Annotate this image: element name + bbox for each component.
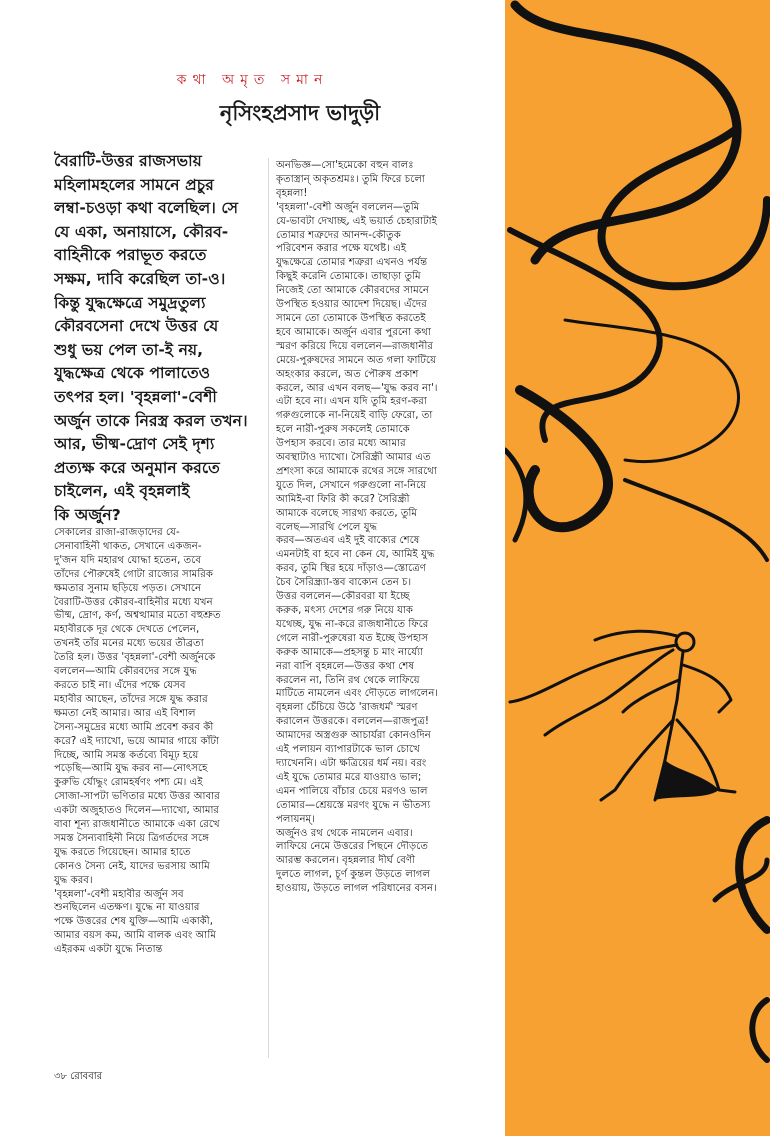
lead-line: মহিলামহলের সামনে প্রচুর	[54, 175, 214, 194]
body-line: সামনে তো তোমাকে উপস্থিত করতেই	[276, 312, 426, 324]
body-line: করলে, আর এখন বলছ—'যুদ্ধ করব না'।	[276, 382, 438, 394]
body-line: বৈরাটি-উত্তর কৌরব-বাহিনীর মধ্যে যখন	[54, 596, 213, 608]
body-line: মহাবীর আছেন, তাঁদের সঙ্গে যুদ্ধ করার	[54, 693, 208, 705]
body-line: হাওয়ায়, উড়তে লাগল পরিধানের বসন।	[276, 883, 437, 895]
body-line: নরা বাপি বৃহন্নলে—উত্তর কথা শেষ	[276, 660, 415, 672]
author-name: নৃসিংহপ্রসাদ ভাদুড়ী	[219, 101, 381, 125]
body-line: এই যুদ্ধে তোমার মরে যাওয়াও ভাল;	[276, 771, 422, 783]
body-line: যুতে দিল, সেখানে গরুগুলো না-নিয়ে	[276, 479, 427, 491]
body-line: করুক আমাকে—প্রহসন্তু চ মাং নার্য্যো	[276, 646, 424, 658]
body-line: যুদ্ধক্ষেত্রে তোমার শত্রুরা এখনও পর্যন্ত	[276, 257, 428, 269]
body-line: গেলে নারী-পুরুষেরা যত ইচ্ছে উপহাস	[276, 632, 429, 644]
body-line: সৈন্য-সমুদ্রের মধ্যে আমি প্রবেশ করব কী	[54, 721, 214, 733]
body-line: পক্ষে উত্তরের শেষ যুক্তি—আমি একাকী,	[54, 916, 213, 928]
body-line: করতে চাই না। এঁদের পক্ষে যেসব	[54, 679, 186, 691]
body-line: উত্তর বললেন—কৌরবরা যা ইচ্ছে	[276, 591, 410, 603]
body-line: দ্যাখেননি। এটা ক্ষত্রিয়ের ধর্ম নয়। বরং	[276, 757, 427, 769]
body-line: উপহাস করবে। তার মধ্যে আমার	[276, 438, 406, 450]
body-line: বৃহন্নলা!	[276, 187, 308, 199]
lead-line: যে একা, অনায়াসে, কৌরব-	[54, 222, 229, 241]
body-line: করে? এই দ্যাখো, ভয়ে আমার গায়ে কাঁটা	[54, 735, 220, 747]
body-line: হলে নারী-পুরুষ সকলেই তোমাকে	[276, 424, 410, 436]
illustration-figure	[505, 0, 770, 1136]
lead-line: সক্ষম, দাবি করেছিল তা-ও।	[54, 269, 226, 288]
body-line: বাবা শূন্য রাজধানীতে আমাকে একা রেখে	[54, 819, 220, 831]
lead-line: শুধু ভয় পেল তা-ই নয়,	[54, 340, 204, 359]
body-line: দিচ্ছে, আমি সমস্ত কর্তব্যে বিমূঢ় হয়ে	[54, 749, 199, 761]
lead-line: তৎপর হল। 'বৃহন্নলা'-বেশী	[54, 387, 217, 406]
body-line: যুদ্ধ করব।	[54, 874, 93, 886]
body-line: করব, তুমি স্থির হয়ে দাঁড়াও—স্তোত্রেণ	[276, 563, 426, 575]
body-line: আমিই-বা ফিরি কী করে? সৈরিন্ধ্রী	[276, 493, 410, 505]
body-line: মেয়ে-পুরুষদের সামনে অত গলা ফাটিয়ে	[276, 354, 437, 366]
body-line: কোনও সৈন্য নেই, যাদের ভরসায় আমি	[54, 860, 210, 872]
body-line: সমস্ত সৈন্যবাহিনী নিয়ে ত্রিগর্তদের সঙ্গে	[54, 832, 209, 844]
body-line: লাফিয়ে নেমে উত্তরের পিছনে দৌড়তে	[276, 841, 429, 853]
body-line: এমন পালিয়ে বাঁচার চেয়ে মরণও ভাল	[276, 785, 428, 797]
body-line: সোজা-সাপটা ভণিতার মধ্যে উত্তর আবার	[54, 791, 220, 803]
body-line: নিজেই তো আমাকে কৌরবদের সামনে	[276, 285, 429, 297]
body-line: করালেন উত্তরকে। বললেন—রাজপুত্র!	[276, 716, 429, 728]
body-line: স্মরণ করিয়ে দিয়ে বললেন—রাজধানীর	[276, 340, 433, 352]
body-line: 'বৃহন্নলা'-বেশী অর্জুন বললেন—তুমি	[276, 201, 420, 213]
lead-line: কিন্তু যুদ্ধক্ষেত্রে সমুদ্রতুল্য	[54, 293, 206, 312]
body-line: মাটিতে নামলেন এবং দৌড়তে লাগলেন।	[276, 688, 439, 700]
body-line: ক্ষমতা নেই আমার। আর এই বিশাল	[54, 707, 196, 719]
body-line: আরম্ভ করলেন। বৃহন্নলার দীর্ঘ বেণী	[276, 855, 416, 867]
body-line: সেনাবাহিনী থাকত, সেখানে একজন-	[54, 540, 202, 552]
body-line: উপস্থিত হওয়ার আদেশ দিয়েছ। এঁদের	[276, 299, 427, 311]
body-line: প্রশংসা করে আমাকে রথের সঙ্গে সারথো	[276, 465, 437, 477]
lead-line: চাইলেন, এই বৃহন্নলাই	[54, 482, 190, 501]
body-line: বৃহন্নলা চেঁচিয়ে উঠে 'রাজধর্ম' স্মরণ	[276, 702, 418, 714]
body-line: ভীষ্ম, দ্রোণ, কর্ণ, অশ্বত্থামার মতো বহুশ্রুত	[54, 610, 221, 622]
body-line: তোমার—শ্রেয়স্তে মরণং যুদ্ধে ন ভীতস্য	[276, 799, 431, 811]
lead-line: আর, ভীষ্ম-দ্রোণ সেই দৃশ্য	[54, 435, 215, 454]
body-line: অবস্থাটাও দ্যাখো। সৈরিন্ধ্রী আমার এত	[276, 452, 431, 464]
body-line: 'বৃহন্নলা'-বেশী মহাবীর অর্জুন সব	[54, 888, 184, 900]
section-kicker: কথা অমৃত সমান	[176, 72, 329, 88]
lead-line: প্রত্যক্ষ করে অনুমান করতে	[54, 458, 220, 477]
lead-line: বাহিনীকে পরাভূত করতে	[54, 246, 207, 265]
body-line: অহংকার করলে, অত পৌরুষ প্রকাশ	[276, 368, 419, 380]
body-line: করুক, মৎস্য দেশের গরু নিয়ে যাক	[276, 605, 414, 616]
body-line: যথেচ্ছ, যুদ্ধ না-করে রাজধানীতে ফিরে	[276, 618, 429, 630]
body-line: পড়েছি—আমি যুদ্ধ করব না—নোৎসহে	[54, 763, 208, 775]
body-line: হবে আমাকে। অর্জুন এবার পুরনো কথা	[276, 326, 431, 338]
body-line: চৈব সৈরিন্ধ্র্যা-স্তব বাক্যেন তেন চ।	[276, 577, 412, 589]
body-line: যে-ভাবটা দেখাচ্ছ, এই ভয়ার্ত চেহারাটাই	[276, 215, 437, 227]
lead-line: লম্বা-চওড়া কথা বলেছিল। সে	[54, 199, 239, 218]
body-line: আমাকে বলেছে সারথ্য করতে, তুমি	[276, 507, 418, 519]
body-line: করলেন না, তিনি রথ থেকে লাফিয়ে	[276, 674, 420, 686]
body-line: এইরকম একটা যুদ্ধে নিতান্ত	[54, 944, 163, 956]
lead-line: কি অর্জুন?	[54, 505, 121, 524]
body-line: দুলতে লাগল, চূর্ণ কুন্তল উড়তে লাগল	[276, 869, 431, 881]
body-line: শুনছিলেন এতক্ষণ। যুদ্ধে না যাওয়ার	[54, 902, 200, 914]
lead-line: যুদ্ধক্ষেত্র থেকে পালাতেও	[54, 364, 211, 383]
body-line: এমনটাই বা হবে না কেন যে, আমিই যুদ্ধ	[276, 549, 435, 561]
body-line: তাঁদের পৌরুষেই গোটা রাজ্যের সামরিক	[54, 568, 213, 580]
body-line: বললেন—আমি কৌরবদের সঙ্গে যুদ্ধ	[54, 666, 197, 678]
lead-line: বৈরাটি-উত্তর রাজসভায়	[54, 152, 202, 170]
right-column	[276, 159, 502, 896]
body-line: তৈরি হল। উত্তর 'বৃহন্নলা'-বেশী অর্জুনকে	[54, 652, 216, 664]
body-line: কুরুভি র্যোদ্ধুং রোমহর্ষণং পশ্য মে। এই	[54, 777, 203, 789]
body-line: বলেছ—সারথি পেলে যুদ্ধ	[276, 521, 378, 533]
body-line: করব—অতএব এই দুই বাক্যের শেষে	[276, 535, 420, 547]
lead-line: কৌরবসেনা দেখে উত্তর যে	[54, 317, 219, 336]
body-line: তখনই তাঁর মনের মধ্যে ভয়ের তীব্রতা	[54, 638, 204, 650]
column-divider	[268, 158, 269, 1058]
illustration-panel	[505, 0, 770, 1136]
body-line: পরিবেশন করার পক্ষে যথেষ্ট। এই	[276, 243, 407, 255]
body-line: এই পলায়ন ব্যাপারটাকে ভাল চোখে	[276, 744, 420, 756]
body-line: কিছুই করেনি তোমাকে। তাছাড়া তুমি	[276, 271, 421, 283]
body-line: মহাবীরকে দূর থেকে দেখতে পেলেন,	[54, 624, 200, 636]
body-line: অর্জুনও রথ থেকে নামলেন এবার।	[276, 827, 413, 839]
body-line: আমার বয়স কম, আমি বালক এবং আমি	[54, 930, 217, 942]
body-line: ক্ষমতার সুনাম ছড়িয়ে পড়ত। সেখানে	[54, 582, 202, 594]
body-line: এটা হবে না। এখন যদি তুমি হরণ-করা	[276, 396, 427, 408]
body-line: আমাদের অস্ত্রগুরু আচার্যরা কোনওদিন	[276, 730, 431, 742]
left-column	[54, 526, 262, 957]
body-line: সেকালের রাজা-রাজড়াদের যে-	[54, 527, 180, 538]
body-line: কৃতাস্ত্রান্ অকৃতশ্রমঃ। তুমি ফিরে চলো	[276, 173, 425, 185]
body-line: যুদ্ধ করতে গিয়েছেন। আমার হাতে	[54, 846, 191, 858]
lead-paragraph	[54, 150, 262, 528]
body-line: তোমার শত্রুদের আনন্দ-কৌতুক	[276, 229, 401, 241]
body-line: দু'জন যদি মহারথ যোদ্ধা হতেন, তবে	[54, 554, 202, 566]
lead-line: অর্জুন তাকে নিরস্ত্র করল তখন।	[54, 411, 248, 430]
body-line: পলায়নম্।	[276, 813, 315, 825]
body-line: অনভিজ্ঞ—সো'হমেকো বহুন বালঃ	[276, 160, 414, 171]
page-folio: ৩৮ রোববার	[54, 1071, 103, 1082]
body-line: একটা অজুহাতও দিলেন—দ্যাখো, আমার	[54, 805, 220, 817]
body-line: গরুগুলোকে না-নিয়েই বাড়ি ফেরো, তা	[276, 410, 433, 422]
